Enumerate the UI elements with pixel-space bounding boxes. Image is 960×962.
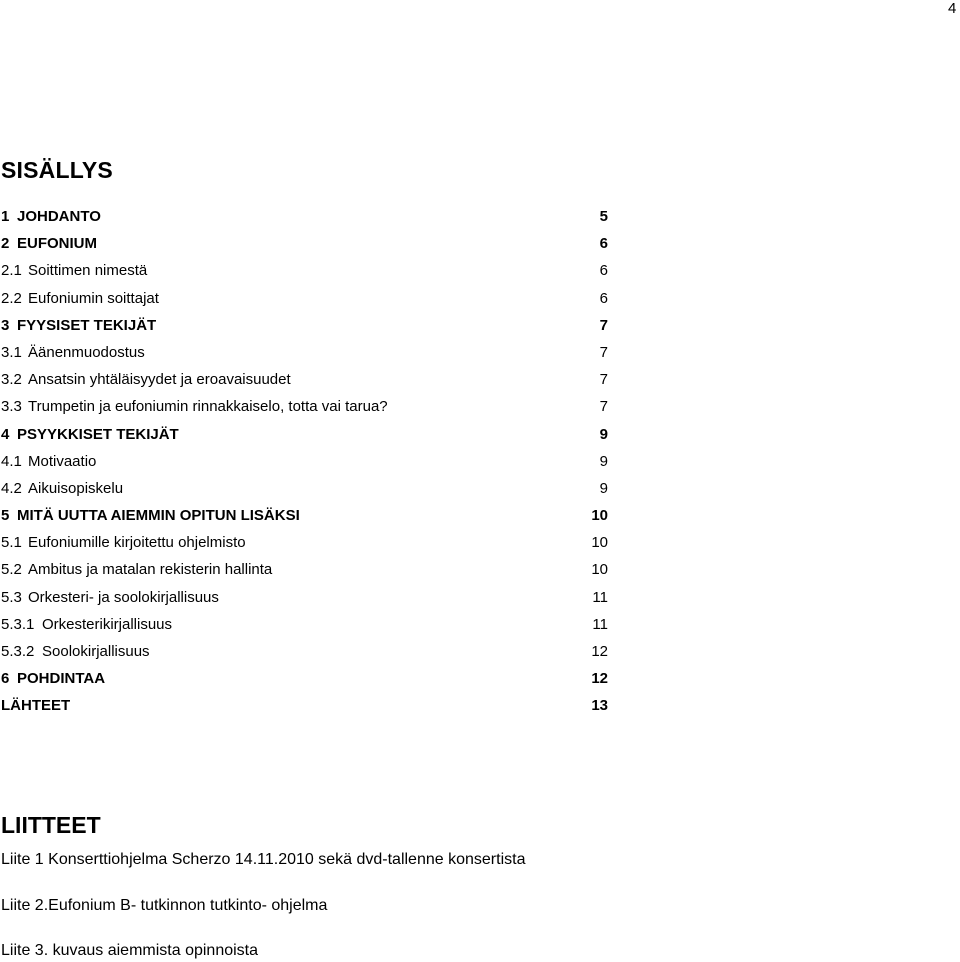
toc-entry-title: Äänenmuodostus: [28, 343, 145, 361]
toc-entry-title: Orkesteri- ja soolokirjallisuus: [28, 588, 219, 606]
toc-entry-page: 7: [599, 316, 608, 334]
toc-entry-title: Motivaatio: [28, 452, 97, 470]
toc-entry-title: Eufoniumin soittajat: [28, 289, 159, 307]
toc-entry: [1, 529, 621, 556]
toc-entry-page: 12: [591, 670, 608, 688]
toc-entry-title: Aikuisopiskelu: [28, 479, 124, 497]
toc-entry-title: EUFONIUM: [17, 235, 97, 253]
toc-entry-title: Eufoniumille kirjoitettu ohjelmisto: [28, 534, 246, 552]
toc-entry-number: 5.2: [1, 561, 22, 579]
toc-entry-title: Soittimen nimestä: [28, 262, 148, 280]
toc-entry-number: 3.3: [1, 398, 22, 416]
toc-entry-page: 7: [599, 398, 608, 416]
toc-entry-page: 13: [591, 697, 608, 715]
toc-entry: [1, 203, 621, 230]
toc-entry-number: 3: [1, 316, 10, 334]
toc-entry: [1, 257, 621, 284]
toc-entry: [1, 584, 621, 611]
toc-entry-number: 4.2: [1, 479, 22, 497]
toc-entry: [1, 421, 621, 448]
toc-entry-title: Ansatsin yhtäläisyydet ja eroavaisuudet: [28, 371, 291, 389]
toc-entry: [1, 502, 621, 529]
toc-entry: [1, 556, 621, 583]
toc-entry-number: 4: [1, 425, 10, 443]
toc-entry: [1, 393, 621, 420]
toc-entry-number: 3.2: [1, 371, 22, 389]
toc-entry: [1, 366, 621, 393]
toc-entry-title: PSYYKKISET TEKIJÄT: [17, 425, 179, 443]
toc-entry-page: 12: [591, 643, 608, 660]
toc-entry: [1, 448, 621, 475]
appendix-item: Liite 3. kuvaus aiemmista opinnoista: [1, 942, 259, 959]
toc-entry: [1, 611, 621, 638]
toc-entry: [1, 692, 621, 719]
toc-entry-title: Trumpetin ja eufoniumin rinnakkaiselo, totta vai tarua?: [28, 398, 388, 416]
toc-entry-title: Soolokirjallisuus: [42, 643, 150, 660]
toc-entry-page: 9: [599, 452, 608, 470]
appendix-item: Liite 2.Eufonium B- tutkinnon tutkinto- ohjelma: [1, 897, 328, 914]
toc-entry-page: 6: [599, 289, 608, 307]
toc-entry-number: 4.1: [1, 452, 22, 470]
toc-entry-title: LÄHTEET: [1, 697, 71, 715]
page-number: 4: [948, 0, 957, 17]
toc-entry-page: 5: [599, 208, 608, 225]
table-of-contents: [1, 203, 621, 720]
appendix-item: Liite 1 Konserttiohjelma Scherzo 14.11.2010 sekä dvd-tallenne konsertista: [1, 851, 526, 868]
toc-entry-page: 9: [599, 425, 608, 443]
toc-entry-title: FYYSISET TEKIJÄT: [17, 316, 157, 334]
toc-entry-number: 5: [1, 507, 10, 525]
toc-entry: [1, 665, 621, 692]
toc-entry-page: 10: [591, 507, 608, 525]
toc-entry-number: 5.1: [1, 534, 22, 552]
appendix-title: LIITTEET: [1, 812, 101, 838]
toc-entry-page: 9: [599, 479, 608, 497]
toc-entry: [1, 312, 621, 339]
toc-entry-title: MITÄ UUTTA AIEMMIN OPITUN LISÄKSI: [17, 507, 300, 525]
toc-entry-page: 11: [592, 588, 608, 606]
toc-entry-page: 7: [599, 343, 608, 361]
toc-entry-number: 5.3.2: [1, 643, 35, 660]
toc-entry: [1, 339, 621, 366]
toc-entry-page: 7: [599, 371, 608, 389]
toc-entry: [1, 638, 621, 665]
toc-entry-number: 2.1: [1, 262, 22, 280]
toc-entry-title: Orkesterikirjallisuus: [42, 615, 173, 633]
toc-entry-number: 2: [1, 235, 10, 253]
toc-entry-number: 1: [1, 208, 10, 225]
toc-entry-page: 6: [599, 235, 608, 253]
toc-entry: [1, 230, 621, 257]
toc-entry-page: 10: [591, 561, 608, 579]
toc-entry-page: 10: [591, 534, 608, 552]
toc-entry-number: 6: [1, 670, 10, 688]
toc-entry-title: POHDINTAA: [17, 670, 106, 688]
toc-entry-number: 5.3.1: [1, 615, 35, 633]
toc-entry-number: 3.1: [1, 343, 22, 361]
toc-entry-title: JOHDANTO: [17, 208, 101, 225]
toc-title: SISÄLLYS: [1, 157, 113, 183]
toc-entry-number: 2.2: [1, 289, 22, 307]
toc-entry: [1, 475, 621, 502]
toc-entry: [1, 285, 621, 312]
toc-entry-page: 6: [599, 262, 608, 280]
toc-entry-title: Ambitus ja matalan rekisterin hallinta: [28, 561, 273, 579]
toc-entry-number: 5.3: [1, 588, 22, 606]
toc-entry-page: 11: [592, 615, 608, 633]
